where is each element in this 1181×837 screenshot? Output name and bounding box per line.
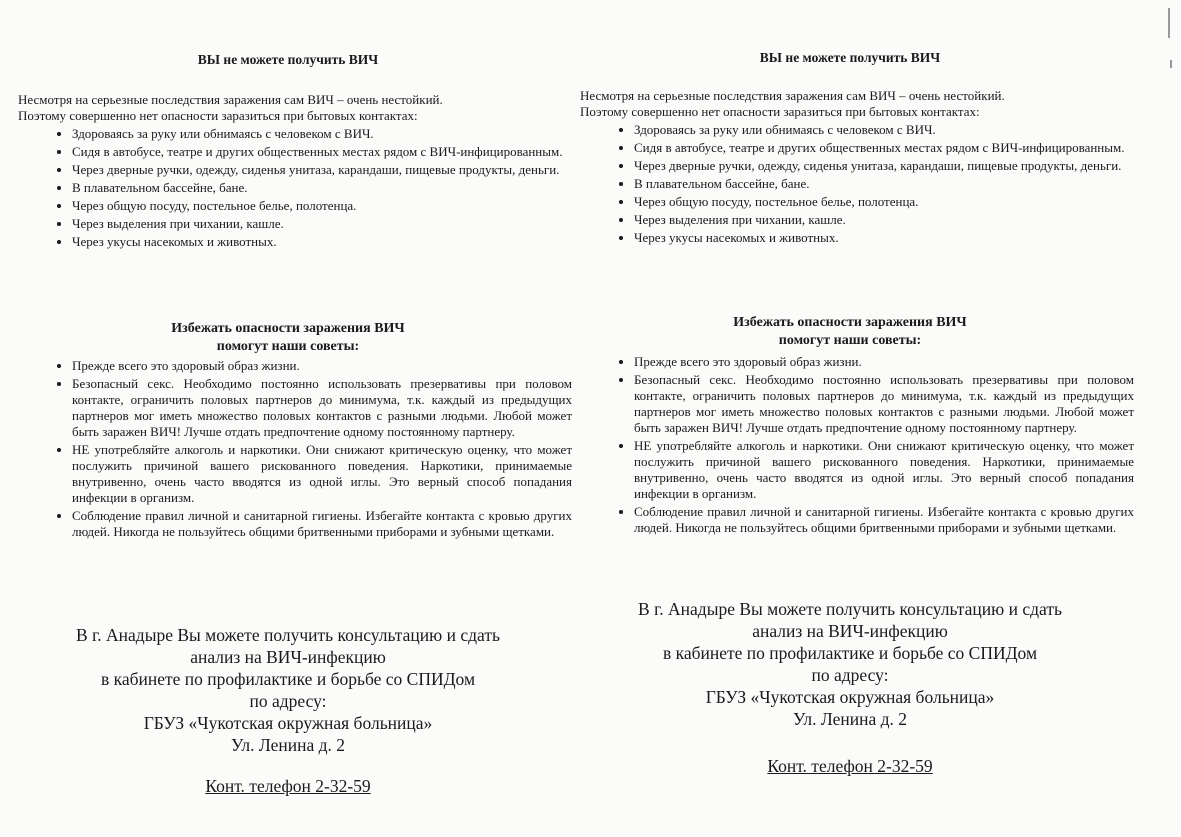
advice-heading-line: помогут наши советы: [216, 339, 360, 354]
footer-line: В г. Анадыре Вы можете получить консультацию и сдать [76, 625, 500, 645]
list-item: • Через укусы насекомых и животных. [634, 230, 1134, 246]
consultation-info [580, 598, 1120, 730]
footer-line: по адресу: [249, 691, 327, 711]
list-item: • Соблюдение правил личной и санитарной гигиены. Избегайте контакта с кровью других людей. Никогда не пользуйтесь общими бритвенными приборами и зубными щетками. [72, 508, 572, 540]
contact-phone: Конт. телефон 2-32-59 [205, 776, 371, 796]
footer-line: В г. Анадыре Вы можете получить консультацию и сдать [638, 599, 1062, 619]
list-item: • Через укусы насекомых и животных. [72, 234, 572, 250]
advice-heading [18, 320, 558, 356]
page-title: ВЫ не можете получить ВИЧ [759, 50, 941, 65]
footer-line: Ул. Ленина д. 2 [230, 735, 346, 755]
intro-paragraph [18, 92, 558, 124]
list-item: • Сидя в автобусе, театре и других общественных местах рядом с ВИЧ-инфицированным. [634, 140, 1134, 156]
consultation-info [18, 624, 558, 756]
intro-line: Поэтому совершенно нет опасности заразиться при бытовых контактах: [18, 108, 418, 123]
footer-line: в кабинете по профилактике и борьбе со СПИДом [662, 643, 1038, 663]
list-item: • Сидя в автобусе, театре и других общественных местах рядом с ВИЧ-инфицированным. [72, 144, 572, 160]
list-item: • Через выделения при чихании, кашле. [72, 216, 572, 232]
advice-heading-line: Избежать опасности заражения ВИЧ [733, 315, 967, 330]
scan-mark [1170, 60, 1172, 68]
list-item: • Через дверные ручки, одежду, сиденья унитаза, карандаши, пищевые продукты, деньги. [634, 158, 1134, 174]
advice-heading-line: Избежать опасности заражения ВИЧ [171, 321, 405, 336]
intro-line: Несмотря на серьезные последствия заражения сам ВИЧ – очень нестойкий. [580, 88, 1005, 103]
right-leaflet-page [580, 0, 1140, 837]
intro-line: Поэтому совершенно нет опасности заразиться при бытовых контактах: [580, 104, 980, 119]
advice-list [38, 358, 572, 542]
list-item: • Здороваясь за руку или обнимаясь с человеком с ВИЧ. [72, 126, 572, 142]
footer-line: анализ на ВИЧ-инфекцию [190, 647, 386, 667]
page-title: ВЫ не можете получить ВИЧ [197, 52, 379, 67]
list-item: • Прежде всего это здоровый образ жизни. [634, 354, 1134, 370]
footer-line: в кабинете по профилактике и борьбе со СПИДом [100, 669, 476, 689]
list-item: • НЕ употребляйте алкоголь и наркотики. Они снижают критическую оценку, что может послужить причиной вашего рискованного поведения. Наркотики, принимаемые внутривенно, очень часто вводятся из одной иглы. Это верный способ попадания инфекции в организм. [72, 442, 572, 506]
intro-paragraph [580, 88, 1120, 120]
footer-line: ГБУЗ «Чукотская окружная больница» [143, 713, 433, 733]
list-item: • Через общую посуду, постельное белье, полотенца. [634, 194, 1134, 210]
left-leaflet-page [18, 0, 578, 837]
contacts-list [38, 126, 572, 252]
advice-list [600, 354, 1134, 538]
footer-line: по адресу: [811, 665, 889, 685]
list-item: • Через общую посуду, постельное белье, полотенца. [72, 198, 572, 214]
list-item: • В плавательном бассейне, бане. [72, 180, 572, 196]
list-item: • Безопасный секс. Необходимо постоянно использовать презервативы при половом контакте, ограничить половых партнеров до минимума, т.к. каждый из предыдущих партнеров мог иметь множество половых контактов с разными людьми. Любой может быть заражен ВИЧ! Лучше отдать предпочтение одному постоянному партнеру. [634, 372, 1134, 436]
list-item: • НЕ употребляйте алкоголь и наркотики. Они снижают критическую оценку, что может послужить причиной вашего рискованного поведения. Наркотики, принимаемые внутривенно, очень часто вводятся из одной иглы. Это верный способ попадания инфекции в организм. [634, 438, 1134, 502]
footer-line: ГБУЗ «Чукотская окружная больница» [705, 687, 995, 707]
list-item: • Через выделения при чихании, кашле. [634, 212, 1134, 228]
list-item: • Здороваясь за руку или обнимаясь с человеком с ВИЧ. [634, 122, 1134, 138]
contacts-list [600, 122, 1134, 248]
contact-phone: Конт. телефон 2-32-59 [767, 756, 933, 776]
advice-heading-line: помогут наши советы: [778, 333, 922, 348]
footer-line: Ул. Ленина д. 2 [792, 709, 908, 729]
footer-line: анализ на ВИЧ-инфекцию [752, 621, 948, 641]
list-item: • Прежде всего это здоровый образ жизни. [72, 358, 572, 374]
intro-line: Несмотря на серьезные последствия заражения сам ВИЧ – очень нестойкий. [18, 92, 443, 107]
list-item: • Соблюдение правил личной и санитарной гигиены. Избегайте контакта с кровью других людей. Никогда не пользуйтесь общими бритвенными приборами и зубными щетками. [634, 504, 1134, 536]
list-item: • В плавательном бассейне, бане. [634, 176, 1134, 192]
advice-heading [580, 314, 1120, 350]
list-item: • Безопасный секс. Необходимо постоянно использовать презервативы при половом контакте, ограничить половых партнеров до минимума, т.к. каждый из предыдущих партнеров мог иметь множество половых контактов с разными людьми. Любой может быть заражен ВИЧ! Лучше отдать предпочтение одному постоянному партнеру. [72, 376, 572, 440]
list-item: • Через дверные ручки, одежду, сиденья унитаза, карандаши, пищевые продукты, деньги. [72, 162, 572, 178]
scan-mark [1168, 8, 1170, 38]
